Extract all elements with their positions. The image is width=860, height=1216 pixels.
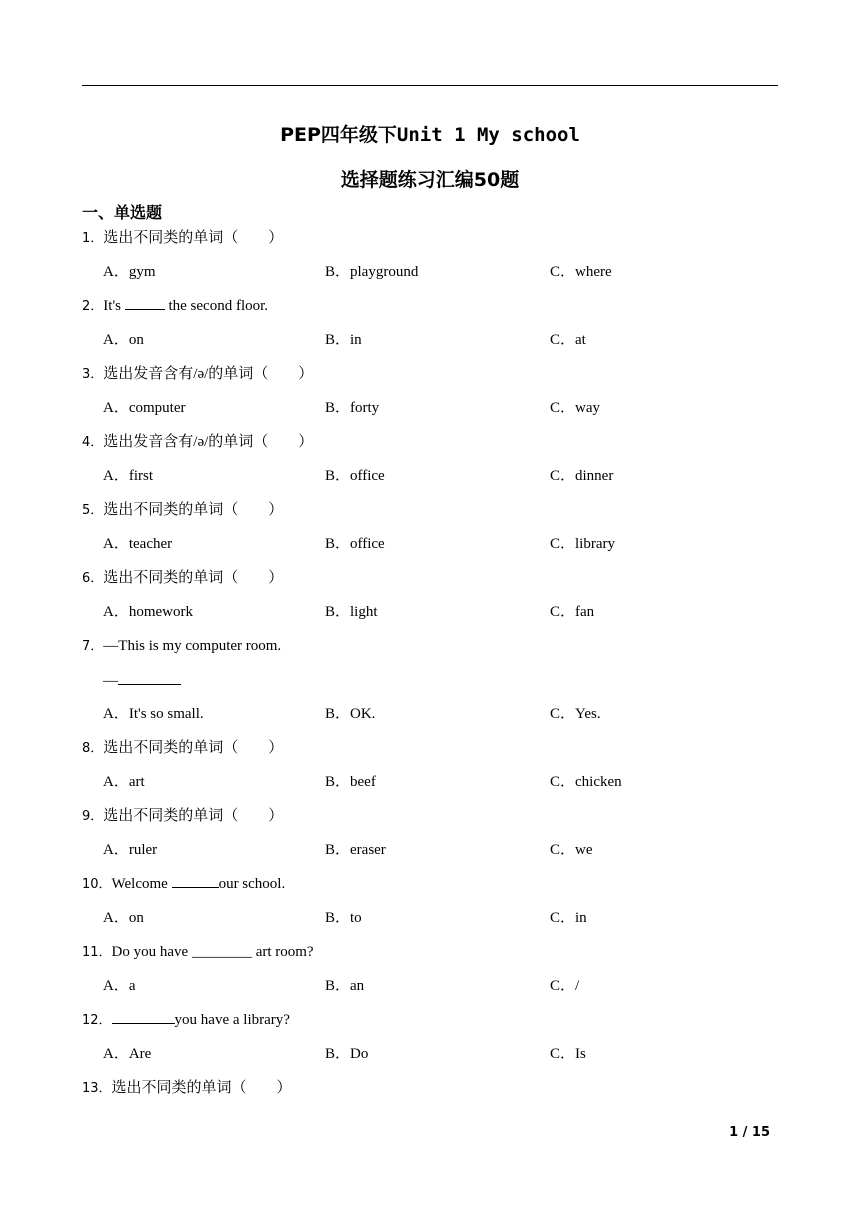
- question-text-pre: It's: [103, 298, 125, 314]
- question-stem: [0, 499, 860, 533]
- question-text: —This is my computer room.: [103, 638, 282, 654]
- response-line: [82, 670, 860, 692]
- question-text: 选出发音含有/ə/的单词（ ）: [103, 434, 314, 450]
- question-stem: [0, 1009, 860, 1043]
- question-number: 12．: [82, 1013, 112, 1028]
- question-list: [0, 227, 860, 1111]
- title-unit: Unit 1 My school: [396, 124, 580, 146]
- document-subtitle: 选择题练习汇编50题: [340, 169, 520, 191]
- option-c[interactable]: C．fan: [550, 604, 595, 620]
- option-b[interactable]: B．office: [325, 536, 385, 552]
- question-number: 3．: [82, 367, 104, 382]
- option-row: [0, 261, 860, 295]
- option-row: [0, 839, 860, 873]
- question-text: Do you have ________ art room?: [111, 944, 314, 960]
- option-row: [0, 397, 860, 431]
- question-number: 5．: [82, 503, 104, 518]
- question-stem: [0, 431, 860, 465]
- question: [0, 363, 860, 431]
- option-row: [0, 975, 860, 1009]
- document-title: [0, 120, 860, 147]
- option-b[interactable]: B．playground: [325, 264, 419, 280]
- question-stem: [0, 635, 860, 703]
- question-number: 8．: [82, 741, 104, 756]
- question: [0, 941, 860, 1009]
- question-text-post: our school.: [218, 876, 286, 892]
- question-text: 选出不同类的单词（ ）: [103, 502, 284, 518]
- option-c[interactable]: C．in: [550, 910, 587, 926]
- question: [0, 295, 860, 363]
- question-number: 6．: [82, 571, 104, 586]
- question-stem: [0, 295, 860, 329]
- question: [0, 1009, 860, 1077]
- question-stem: [0, 227, 860, 261]
- title-prefix: PEP四年级下: [280, 124, 397, 146]
- question: [0, 227, 860, 295]
- option-a[interactable]: A．art: [103, 774, 145, 790]
- option-b[interactable]: B．Do: [325, 1046, 369, 1062]
- option-row: [0, 907, 860, 941]
- option-b[interactable]: B．office: [325, 468, 385, 484]
- question: [0, 635, 860, 737]
- option-a[interactable]: A．teacher: [103, 536, 173, 552]
- question: [0, 1077, 860, 1111]
- option-a[interactable]: A．gym: [103, 264, 156, 280]
- question-stem: [0, 805, 860, 839]
- section-heading: 一、单选题: [82, 203, 163, 222]
- question-number: 4．: [82, 435, 104, 450]
- header-rule: [82, 85, 778, 86]
- option-row: [0, 329, 860, 363]
- question-text: 选出发音含有/ə/的单词（ ）: [103, 366, 314, 382]
- option-c[interactable]: C．way: [550, 400, 600, 416]
- option-c[interactable]: C．library: [550, 536, 615, 552]
- option-b[interactable]: B．eraser: [325, 842, 386, 858]
- question-number: 2．: [82, 299, 104, 314]
- option-b[interactable]: B．in: [325, 332, 362, 348]
- answer-blank: [118, 670, 181, 685]
- question-text: 选出不同类的单词（ ）: [103, 808, 284, 824]
- question-number: 10．: [82, 877, 112, 892]
- question-stem: [0, 567, 860, 601]
- option-row: [0, 1043, 860, 1077]
- question: [0, 873, 860, 941]
- question-stem: [0, 737, 860, 771]
- option-c[interactable]: C．dinner: [550, 468, 614, 484]
- question: [0, 737, 860, 805]
- answer-blank: [172, 873, 219, 888]
- option-a[interactable]: A．computer: [103, 400, 186, 416]
- option-a[interactable]: A．first: [103, 468, 153, 484]
- option-row: [0, 601, 860, 635]
- option-b[interactable]: B．to: [325, 910, 362, 926]
- option-c[interactable]: C．chicken: [550, 774, 622, 790]
- question-text-post: the second floor.: [164, 298, 269, 314]
- question-stem: [0, 941, 860, 975]
- option-c[interactable]: C．Is: [550, 1046, 586, 1062]
- question-number: 11．: [82, 945, 112, 960]
- option-b[interactable]: B．forty: [325, 400, 380, 416]
- option-a[interactable]: A．on: [103, 332, 144, 348]
- answer-blank: [112, 1009, 175, 1024]
- option-a[interactable]: A．a: [103, 978, 136, 994]
- option-row: [0, 465, 860, 499]
- question-text: 选出不同类的单词（ ）: [103, 230, 284, 246]
- response-dash: —: [103, 673, 118, 689]
- question-number: 9．: [82, 809, 104, 824]
- option-b[interactable]: B．OK.: [325, 706, 376, 722]
- question-stem: [0, 363, 860, 397]
- question-text: 选出不同类的单词（ ）: [111, 1080, 292, 1096]
- option-a[interactable]: A．Are: [103, 1046, 152, 1062]
- question-text-pre: Welcome: [111, 876, 172, 892]
- option-row: [0, 533, 860, 567]
- option-c[interactable]: C．at: [550, 332, 586, 348]
- option-b[interactable]: B．an: [325, 978, 365, 994]
- option-a[interactable]: A．on: [103, 910, 144, 926]
- option-c[interactable]: C．Yes.: [550, 706, 601, 722]
- question-number: 1．: [82, 231, 104, 246]
- option-c[interactable]: C．we: [550, 842, 593, 858]
- option-c[interactable]: C．where: [550, 264, 612, 280]
- question-number: 13．: [82, 1081, 112, 1096]
- option-row: [0, 771, 860, 805]
- answer-blank: [125, 295, 165, 310]
- option-b[interactable]: B．beef: [325, 774, 376, 790]
- question-stem: [0, 873, 860, 907]
- option-b[interactable]: B．light: [325, 604, 378, 620]
- question-number: 7．: [82, 639, 104, 654]
- question-stem: [0, 1077, 860, 1111]
- option-a[interactable]: A．ruler: [103, 842, 158, 858]
- question: [0, 567, 860, 635]
- question-text: 选出不同类的单词（ ）: [103, 570, 284, 586]
- question-text: 选出不同类的单词（ ）: [103, 740, 284, 756]
- question: [0, 805, 860, 873]
- option-a[interactable]: A．It's so small.: [103, 706, 204, 722]
- option-row: [0, 703, 860, 737]
- question: [0, 431, 860, 499]
- option-a[interactable]: A．homework: [103, 604, 193, 620]
- option-c[interactable]: C．/: [550, 978, 580, 994]
- question-text-post: you have a library?: [174, 1012, 290, 1028]
- page-number: 1 / 15: [729, 1125, 770, 1140]
- question: [0, 499, 860, 567]
